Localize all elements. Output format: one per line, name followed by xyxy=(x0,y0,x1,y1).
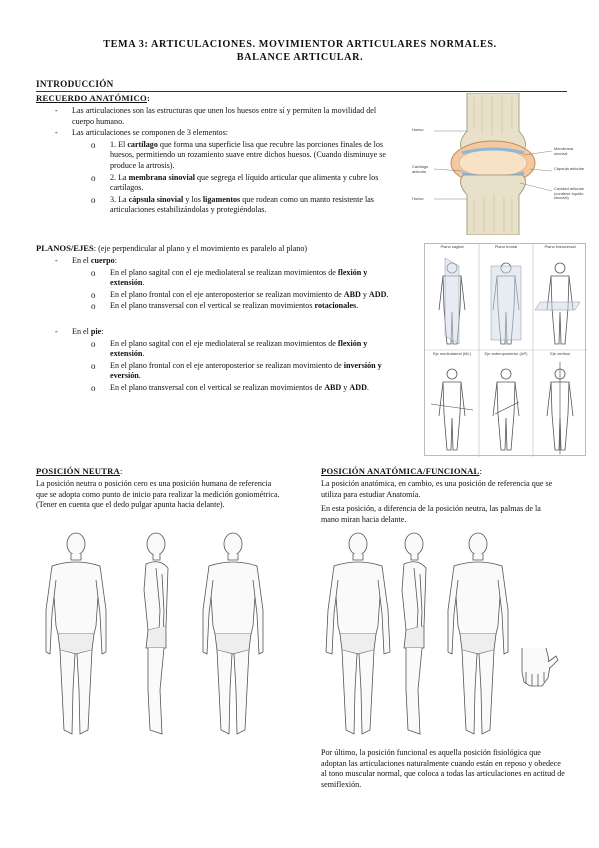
intro-rule xyxy=(36,91,567,92)
recuerdo-heading xyxy=(36,93,150,103)
f3-pre: En el plano transversal con el vertical se realizan movimientos de xyxy=(110,382,325,392)
joint-label-cartilago: Cartílago articular xyxy=(412,164,429,174)
b3-pre: En el plano transversal con el vertical se realizan movimientos xyxy=(110,301,315,311)
neutral-heading-line xyxy=(36,466,123,476)
neutral-colon: : xyxy=(119,466,123,476)
sub1-bold: cartílago xyxy=(127,139,158,149)
planes-body-item: - En el cuerpo: xyxy=(55,256,117,265)
intro-item-2-text: Las articulaciones se componen de 3 elementos: xyxy=(72,128,228,138)
f3-bold2: ADD xyxy=(349,382,367,392)
f2-pre: En el plano frontal con el eje anteroposterior se realizan movimiento de xyxy=(110,360,344,370)
joint-label-hueso-bottom: Hueso xyxy=(412,196,424,201)
intro-sub-2: o 2. La membrana sinovial que segrega el líquido articular que alimenta y cubre los cartílagos. xyxy=(91,172,379,193)
intro-sub-1: o 1. El cartílago que forma una superficie lisa que recubre las porciones finales de los huesos, permitiendo un rozamiento suave entre dichos huesos. (Cuando disminuye se produce la artrosis). xyxy=(91,139,387,170)
sub3-post: que rodean como un manto resistente las articulaciones estabilizándolas y protegiéndolas. xyxy=(110,194,374,215)
intro-list xyxy=(55,106,395,216)
f2-bold: inversión y eversión xyxy=(110,360,382,381)
sub3-mid: y los xyxy=(183,194,203,204)
intro-heading: INTRODUCCIÓN xyxy=(36,79,114,89)
joint-label-capsula: Cápsula articular xyxy=(554,166,585,171)
f1-pre: En el plano sagital con el eje mediolateral se realizan movimientos de xyxy=(110,338,338,348)
title-line-1: TEMA 3: ARTICULACIONES. MOVIMIENTOR ARTICULARES NORMALES. xyxy=(103,39,497,50)
f2-period: . xyxy=(138,371,141,381)
recuerdo-heading-text: RECUERDO ANATÓMICO xyxy=(36,93,147,103)
planes-foot-f1: o En el plano sagital con el eje mediolateral se realizan movimientos de flexión y extensión. xyxy=(91,338,368,359)
intro-sub-3: o 3. La cápsula sinovial y los ligamentos que rodean como un manto resistente las articulaciones estabilizándolas y protegiéndolas. xyxy=(91,194,374,215)
sub3-bold2: ligamentos xyxy=(202,194,241,204)
title-line-2: BALANCE ARTICULAR. xyxy=(236,52,364,63)
planes-illustration xyxy=(424,243,586,456)
planes-foot-f2: o En el plano frontal con el eje anteroposterior se realizan movimiento de inversión y eversión. xyxy=(91,360,382,381)
body-post: : xyxy=(114,256,117,265)
joint-label-membrana: Membrana sinovial xyxy=(554,146,574,156)
label-eje-vertical: Eje vertical xyxy=(550,351,570,356)
b2-bold: ABD xyxy=(343,289,361,299)
body-pre: En el xyxy=(72,256,91,265)
b3-bold: rotacionales xyxy=(314,301,357,311)
anatomic-text-1: La posición anatómica, en cambio, es una posición de referencia que se utiliza para estudiar Anatomía. xyxy=(321,479,553,499)
sub3-pre: 3. La xyxy=(110,194,129,204)
anatomic-heading-line xyxy=(321,466,482,476)
sub2-bold: membrana sinovial xyxy=(128,172,195,182)
functional-text: Por último, la posición funcional es aquella posición fisiológica que adoptan las articulaciones naturalmente cuando están en reposo y obedece al tono muscular normal, que coloca a todas las articulaciones en actitud de semiflexión. xyxy=(321,748,565,789)
sub3-bold: cápsula sinovial xyxy=(128,194,184,204)
anatomic-text-2: En esta posición, a diferencia de la posición neutra, las palmas de la mano miran hacia delante. xyxy=(321,504,541,524)
f3-bold: ABD xyxy=(324,382,342,392)
planes-foot-item: - En el pie: xyxy=(55,326,104,336)
anatomic-heading: POSICIÓN ANATÓMICA/FUNCIONAL xyxy=(321,466,480,476)
planes-body-b1: o En el plano sagital con el eje mediolateral se realizan movimientos de flexión y extensión. xyxy=(91,267,368,288)
label-eje-ml: Eje mediolateral (ML) xyxy=(432,351,471,356)
anatomic-colon: : xyxy=(479,466,483,476)
b1-pre: En el plano sagital con el eje mediolateral se realizan movimientos de xyxy=(110,267,338,277)
joint-label-hueso-top: Hueso xyxy=(412,127,424,132)
intro-item-1: - Las articulaciones son las estructuras que unen los huesos entre sí y permiten la movilidad del cuerpo humano. xyxy=(55,106,377,126)
sub1-pre: 1. El xyxy=(110,139,128,149)
b2-pre: En el plano frontal con el eje anteroposterior se realizan movimiento de xyxy=(110,289,344,299)
label-plano-sagital: Plano sagital xyxy=(440,244,464,249)
b2-bold2: ADD xyxy=(368,289,387,299)
neutral-text: La posición neutra o posición cero es una posición humana de referencia que se adopta como punto de inicio para realizar la medición goniométrica. (Tener en cuenta que el dedo pulgar apunta hacia delante). xyxy=(36,479,280,510)
b2-period: . xyxy=(386,289,389,299)
anatomic-position-illustration xyxy=(318,530,580,742)
intro-item-1-text: Las articulaciones son las estructuras que unen los huesos entre sí y permiten la movilidad del cuerpo humano. xyxy=(72,106,377,126)
foot-post: : xyxy=(101,326,104,336)
label-plano-transversal: Plano transversal xyxy=(544,244,576,249)
sub1-post: que forma una superficie lisa que recubre las porciones finales de los huesos, permitiendo un rozamiento suave entre dichos huesos. (Cuando disminuye se produce la artrosis). xyxy=(110,139,387,170)
foot-pre: En el xyxy=(72,326,91,336)
sub2-post: que segrega el líquido articular que alimenta y cubre los cartílagos. xyxy=(110,172,379,193)
label-eje-ap: Eje anteroposterior (AP) xyxy=(484,351,528,356)
body-bold: cuerpo xyxy=(90,256,115,265)
b3-period: . xyxy=(356,301,359,311)
planes-heading: PLANOS/EJES xyxy=(36,243,94,253)
page-title xyxy=(20,38,580,64)
joint-label-cavidad: Cavidad articular (contiene líquido sinovial) xyxy=(554,186,585,200)
f3-period: . xyxy=(366,382,369,392)
planes-heading-line xyxy=(36,243,416,255)
b2-mid: y xyxy=(360,289,369,299)
b1-period: . xyxy=(142,278,145,288)
f1-bold: flexión y extensión xyxy=(110,338,368,359)
sub2-pre: 2. La xyxy=(110,172,129,182)
neutral-position-illustration xyxy=(28,530,290,742)
planes-subtitle: : (eje perpendicular al plano y el movimiento es paralelo al plano) xyxy=(93,244,308,253)
label-plano-frontal: Plano frontal xyxy=(494,244,518,249)
planes-foot-f3: o En el plano transversal con el vertical se realizan movimientos de ABD y ADD. xyxy=(91,382,369,393)
f1-period: . xyxy=(142,349,145,359)
planes-list xyxy=(55,256,400,394)
neutral-heading: POSICIÓN NEUTRA xyxy=(36,466,120,476)
intro-item-2: - Las articulaciones se componen de 3 elementos: xyxy=(55,128,228,138)
f3-mid: y xyxy=(341,382,350,392)
planes-body-b3: o En el plano transversal con el vertical se realizan movimientos rotacionales. xyxy=(91,301,359,312)
joint-illustration xyxy=(412,93,584,235)
foot-bold: pie xyxy=(90,326,102,336)
b1-bold: flexión y extensión xyxy=(110,267,368,288)
planes-body-b2: o En el plano frontal con el eje anteroposterior se realizan movimiento de ABD y ADD. xyxy=(91,289,389,300)
recuerdo-colon: : xyxy=(147,93,151,103)
